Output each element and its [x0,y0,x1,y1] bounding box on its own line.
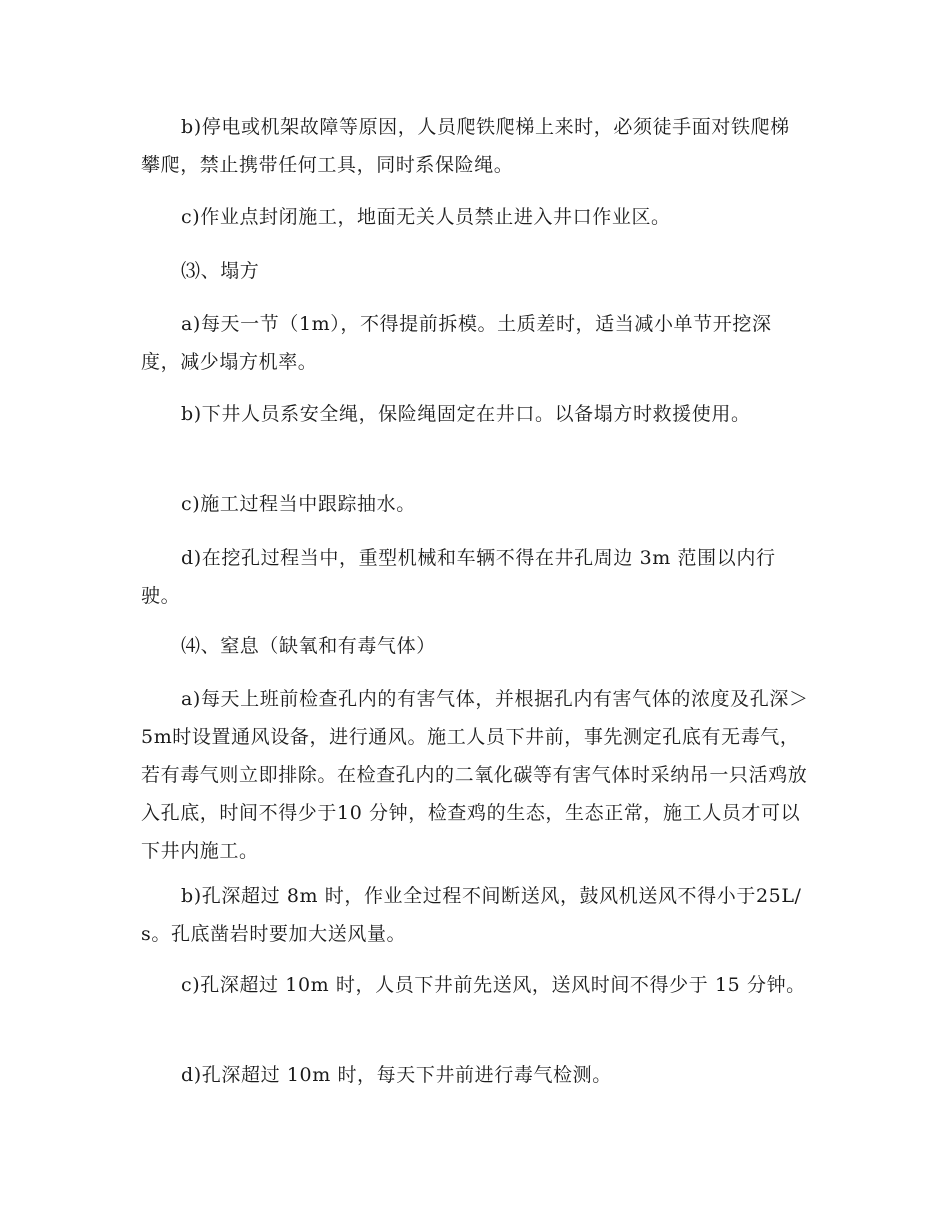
paragraph-heavy-machinery: d)在挖孔过程当中，重型机械和车辆不得在井孔周边 3m 范围以内行驶。 [141,547,776,607]
paragraph-ventilation-8m: b)孔深超过 8m 时，作业全过程不间断送风，鼓风机送风不得小于25L/s。孔底凿岩时要加大送风量。 [141,885,802,945]
paragraph-gas-detection: d)孔深超过 10m 时，每天下井前进行毒气检测。 [181,1064,612,1086]
paragraph-safety-rope: b)下井人员系安全绳，保险绳固定在井口。以备塌方时救援使用。 [181,403,751,425]
paragraph-closed-construction: c)作业点封闭施工，地面无关人员禁止进入井口作业区。 [181,206,671,228]
paragraph-pump-water: c)施工过程当中跟踪抽水。 [181,493,416,515]
paragraph-daily-section: a)每天一节（1m），不得提前拆模。土质差时，适当减小单节开挖深度，减少塌方机率。 [141,313,772,373]
section-heading-collapse: ⑶、塌方 [181,260,260,282]
section-heading-suffocation: ⑷、窒息（缺氧和有毒气体） [181,635,436,657]
paragraph-gas-check: a)每天上班前检查孔内的有害气体，并根据孔内有害气体的浓度及孔深＞5m时设置通风设备，进行通风。施工人员下井前，事先测定孔底有无毒气，若有毒气则立即排除。在检查孔内的二氧化碳等有害气体时采纳吊一只活鸡放入孔底，时间不得少于10 分钟，检查鸡的生态，生态正常，施工人员才可以下井内施工。 [141,688,809,862]
paragraph-ventilation-10m: c)孔深超过 10m 时，人员下井前先送风，送风时间不得少于 15 分钟。 [181,974,806,996]
paragraph-climb-ladder: b)停电或机架故障等原因，人员爬铁爬梯上来时，必须徒手面对铁爬梯攀爬，禁止携带任何工具，同时系保险绳。 [141,116,790,176]
